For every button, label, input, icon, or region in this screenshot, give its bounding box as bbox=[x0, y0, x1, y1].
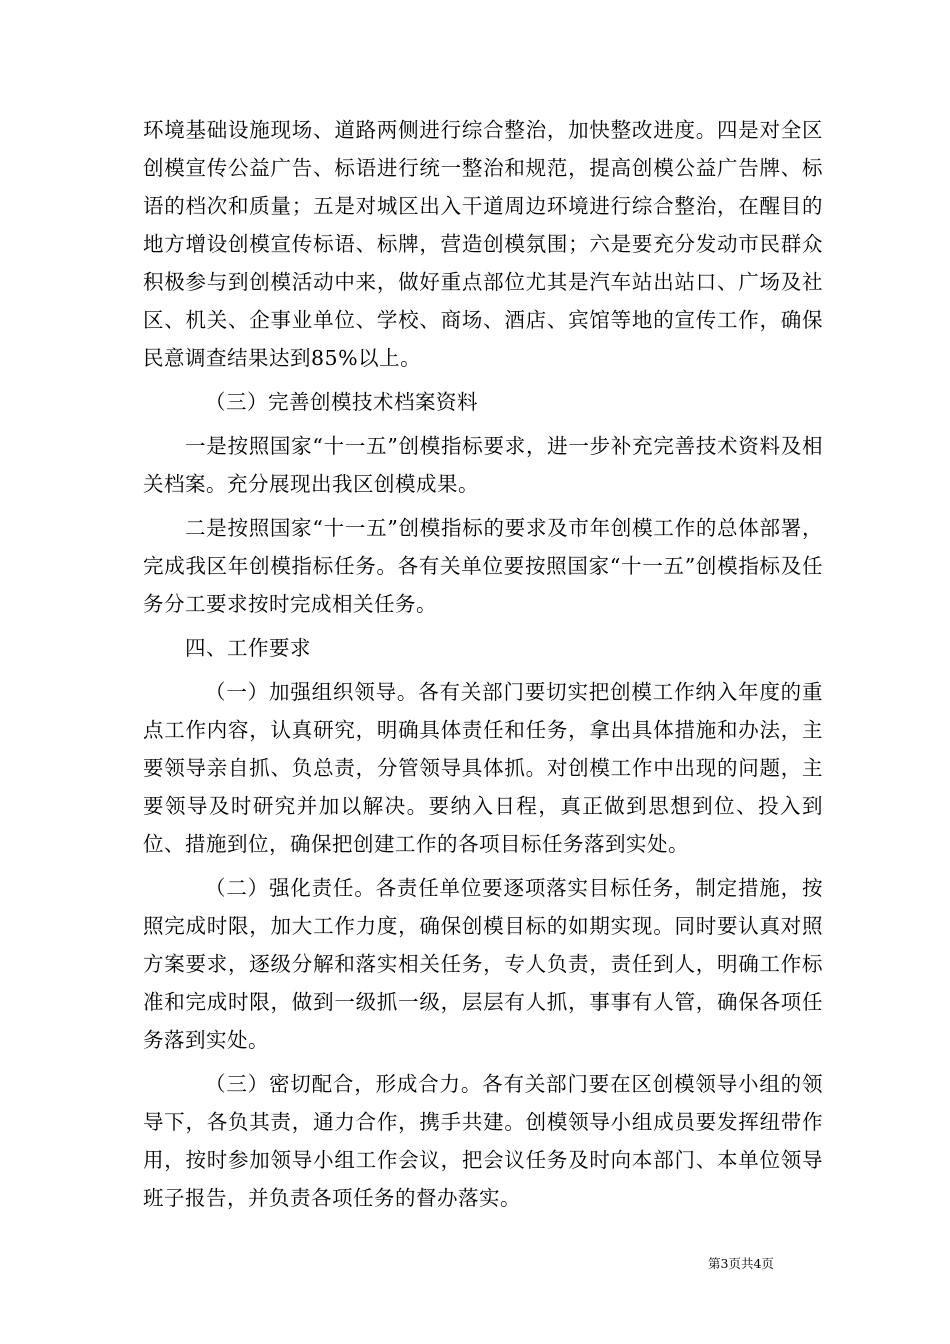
section-heading-3: （三）完善创模技术档案资料 bbox=[205, 390, 478, 414]
body-paragraph-4: （一）加强组织领导。各有关部门要切实把创模工作纳入年度的重点工作内容，认真研究，明确具体责任和任务，拿出具体措施和办法，主要领导亲自抓、负总责，分管领导具体抓。对创模工作中出现的问题，主要领导及时研究并加以解决。要纳入日程，真正做到思想到位、投入到位、措施到位，确保把创建工作的各项目标任务落到实处。 bbox=[143, 680, 823, 856]
section-heading-work-requirements: 四、工作要求 bbox=[185, 636, 311, 660]
body-paragraph-6: （三）密切配合，形成合力。各有关部门要在区创模领导小组的领导下，各负其责，通力合作，携手共建。创模领导小组成员要发挥纽带作用，按时参加领导小组工作会议，把会议任务及时向本部门、本单位领导班子报告，并负责各项任务的督办落实。 bbox=[143, 1072, 823, 1210]
body-paragraph-2: 一是按照国家“十一五”创模指标要求，进一步补充完善技术资料及相关档案。充分展现出我区创模成果。 bbox=[143, 434, 823, 496]
body-paragraph-1: 环境基础设施现场、道路两侧进行综合整治，加快整改进度。四是对全区创模宣传公益广告、标语进行统一整治和规范，提高创模公益广告牌、标语的档次和质量；五是对城区出入干道周边环境进行综合整治，在醒目的地方增设创模宣传标语、标牌，营造创模氛围；六是要充分发动市民群众积极参与到创模活动中来，做好重点部位尤其是汽车站出站口、广场及社区、机关、企事业单位、学校、商场、酒店、宾馆等地的宣传工作，确保民意调查结果达到85%以上。 bbox=[143, 118, 823, 370]
body-paragraph-5: （二）强化责任。各责任单位要逐项落实目标任务，制定措施，按照完成时限，加大工作力度，确保创模目标的如期实现。同时要认真对照方案要求，逐级分解和落实相关任务，专人负责，责任到人，明确工作标准和完成时限，做到一级抓一级，层层有人抓，事事有人管，确保各项任务落到实处。 bbox=[143, 876, 823, 1052]
page-number-footer: 第3页共4页 bbox=[708, 1256, 774, 1271]
document-body bbox=[143, 111, 823, 1217]
body-paragraph-3: 二是按照国家“十一五”创模指标的要求及市年创模工作的总体部署，完成我区年创模指标任务。各有关单位要按照国家“十一五”创模指标及任务分工要求按时完成相关任务。 bbox=[143, 516, 823, 616]
